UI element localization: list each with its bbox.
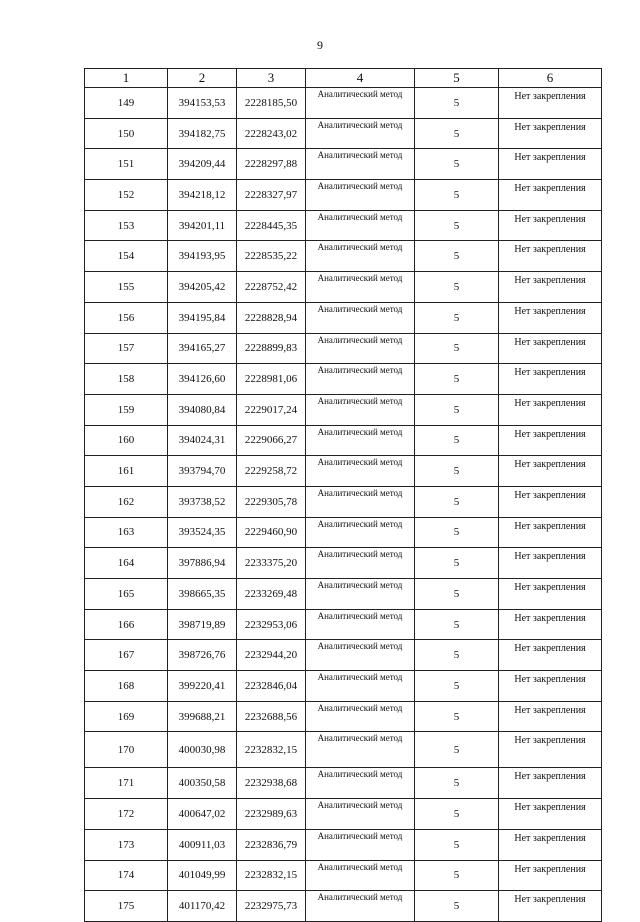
coordinate-y-cell: 2232989,63 xyxy=(237,799,306,830)
page-number: 9 xyxy=(317,38,323,52)
coordinate-y-cell: 2228297,88 xyxy=(237,149,306,180)
coordinate-y-cell: 2232688,56 xyxy=(237,701,306,732)
table-row xyxy=(85,88,602,119)
accuracy-cell: 5 xyxy=(415,149,499,180)
coordinate-y-cell: 2229460,90 xyxy=(237,517,306,548)
table-row xyxy=(85,180,602,211)
point-number-cell: 151 xyxy=(85,149,168,180)
table-row xyxy=(85,701,602,732)
accuracy-cell: 5 xyxy=(415,671,499,702)
column-header-4: 4 xyxy=(306,69,415,88)
fixation-cell: Нет закрепления xyxy=(499,517,602,548)
method-cell: Аналитический метод xyxy=(306,799,415,830)
table-row xyxy=(85,517,602,548)
point-number-cell: 154 xyxy=(85,241,168,272)
point-number-cell: 153 xyxy=(85,210,168,241)
point-number-cell: 169 xyxy=(85,701,168,732)
point-number-cell: 150 xyxy=(85,118,168,149)
table-row xyxy=(85,829,602,860)
coordinate-x-cell: 398719,89 xyxy=(168,609,237,640)
accuracy-cell: 5 xyxy=(415,425,499,456)
coordinate-x-cell: 393794,70 xyxy=(168,456,237,487)
method-cell: Аналитический метод xyxy=(306,829,415,860)
coordinate-x-cell: 393738,52 xyxy=(168,486,237,517)
coordinate-x-cell: 398726,76 xyxy=(168,640,237,671)
point-number-cell: 152 xyxy=(85,180,168,211)
table-row xyxy=(85,640,602,671)
fixation-cell: Нет закрепления xyxy=(499,149,602,180)
method-cell: Аналитический метод xyxy=(306,425,415,456)
coordinate-y-cell: 2232836,79 xyxy=(237,829,306,860)
coordinate-y-cell: 2233269,48 xyxy=(237,579,306,610)
fixation-cell: Нет закрепления xyxy=(499,701,602,732)
method-cell: Аналитический метод xyxy=(306,302,415,333)
method-cell: Аналитический метод xyxy=(306,891,415,922)
fixation-cell: Нет закрепления xyxy=(499,394,602,425)
accuracy-cell: 5 xyxy=(415,486,499,517)
accuracy-cell: 5 xyxy=(415,799,499,830)
table-body xyxy=(85,88,602,922)
method-cell: Аналитический метод xyxy=(306,333,415,364)
point-number-cell: 170 xyxy=(85,732,168,768)
accuracy-cell: 5 xyxy=(415,210,499,241)
coordinate-y-cell: 2232975,73 xyxy=(237,891,306,922)
accuracy-cell: 5 xyxy=(415,394,499,425)
method-cell: Аналитический метод xyxy=(306,241,415,272)
fixation-cell: Нет закрепления xyxy=(499,829,602,860)
coordinate-y-cell: 2229305,78 xyxy=(237,486,306,517)
coordinate-y-cell: 2229066,27 xyxy=(237,425,306,456)
point-number-cell: 172 xyxy=(85,799,168,830)
accuracy-cell: 5 xyxy=(415,609,499,640)
fixation-cell: Нет закрепления xyxy=(499,799,602,830)
point-number-cell: 167 xyxy=(85,640,168,671)
method-cell: Аналитический метод xyxy=(306,118,415,149)
point-number-cell: 175 xyxy=(85,891,168,922)
method-cell: Аналитический метод xyxy=(306,149,415,180)
table-row xyxy=(85,860,602,891)
coordinate-x-cell: 399688,21 xyxy=(168,701,237,732)
coordinate-y-cell: 2228243,02 xyxy=(237,118,306,149)
accuracy-cell: 5 xyxy=(415,272,499,303)
column-header-3: 3 xyxy=(237,69,306,88)
accuracy-cell: 5 xyxy=(415,640,499,671)
accuracy-cell: 5 xyxy=(415,732,499,768)
fixation-cell: Нет закрепления xyxy=(499,118,602,149)
point-number-cell: 168 xyxy=(85,671,168,702)
fixation-cell: Нет закрепления xyxy=(499,425,602,456)
fixation-cell: Нет закрепления xyxy=(499,364,602,395)
coordinate-x-cell: 394195,84 xyxy=(168,302,237,333)
coordinate-x-cell: 394080,84 xyxy=(168,394,237,425)
accuracy-cell: 5 xyxy=(415,548,499,579)
method-cell: Аналитический метод xyxy=(306,88,415,119)
accuracy-cell: 5 xyxy=(415,302,499,333)
coordinate-x-cell: 400030,98 xyxy=(168,732,237,768)
table-row xyxy=(85,118,602,149)
coordinate-y-cell: 2232832,15 xyxy=(237,860,306,891)
fixation-cell: Нет закрепления xyxy=(499,302,602,333)
fixation-cell: Нет закрепления xyxy=(499,333,602,364)
coordinate-y-cell: 2232953,06 xyxy=(237,609,306,640)
accuracy-cell: 5 xyxy=(415,517,499,548)
point-number-cell: 155 xyxy=(85,272,168,303)
method-cell: Аналитический метод xyxy=(306,517,415,548)
method-cell: Аналитический метод xyxy=(306,579,415,610)
accuracy-cell: 5 xyxy=(415,364,499,395)
accuracy-cell: 5 xyxy=(415,701,499,732)
table-row xyxy=(85,456,602,487)
fixation-cell: Нет закрепления xyxy=(499,548,602,579)
method-cell: Аналитический метод xyxy=(306,364,415,395)
accuracy-cell: 5 xyxy=(415,768,499,799)
table-row xyxy=(85,732,602,768)
table-row xyxy=(85,486,602,517)
coordinate-y-cell: 2229258,72 xyxy=(237,456,306,487)
table-row xyxy=(85,799,602,830)
coordinate-x-cell: 393524,35 xyxy=(168,517,237,548)
coordinate-x-cell: 400911,03 xyxy=(168,829,237,860)
header-row xyxy=(85,69,602,88)
coordinate-x-cell: 398665,35 xyxy=(168,579,237,610)
accuracy-cell: 5 xyxy=(415,579,499,610)
point-number-cell: 149 xyxy=(85,88,168,119)
fixation-cell: Нет закрепления xyxy=(499,272,602,303)
table-row xyxy=(85,241,602,272)
fixation-cell: Нет закрепления xyxy=(499,860,602,891)
coordinate-y-cell: 2228185,50 xyxy=(237,88,306,119)
method-cell: Аналитический метод xyxy=(306,860,415,891)
coordinate-y-cell: 2232938,68 xyxy=(237,768,306,799)
coordinate-y-cell: 2228981,06 xyxy=(237,364,306,395)
accuracy-cell: 5 xyxy=(415,88,499,119)
coordinate-y-cell: 2228445,35 xyxy=(237,210,306,241)
point-number-cell: 159 xyxy=(85,394,168,425)
accuracy-cell: 5 xyxy=(415,860,499,891)
table-row xyxy=(85,364,602,395)
coordinate-x-cell: 394201,11 xyxy=(168,210,237,241)
table-row xyxy=(85,333,602,364)
coordinate-y-cell: 2228535,22 xyxy=(237,241,306,272)
coordinate-x-cell: 401170,42 xyxy=(168,891,237,922)
fixation-cell: Нет закрепления xyxy=(499,891,602,922)
method-cell: Аналитический метод xyxy=(306,394,415,425)
table-row xyxy=(85,609,602,640)
accuracy-cell: 5 xyxy=(415,829,499,860)
coordinate-x-cell: 394165,27 xyxy=(168,333,237,364)
method-cell: Аналитический метод xyxy=(306,671,415,702)
method-cell: Аналитический метод xyxy=(306,548,415,579)
fixation-cell: Нет закрепления xyxy=(499,210,602,241)
accuracy-cell: 5 xyxy=(415,180,499,211)
accuracy-cell: 5 xyxy=(415,333,499,364)
coordinate-x-cell: 394193,95 xyxy=(168,241,237,272)
accuracy-cell: 5 xyxy=(415,456,499,487)
coordinate-x-cell: 399220,41 xyxy=(168,671,237,702)
coordinate-x-cell: 394182,75 xyxy=(168,118,237,149)
method-cell: Аналитический метод xyxy=(306,640,415,671)
coordinate-x-cell: 400350,58 xyxy=(168,768,237,799)
coordinate-y-cell: 2233375,20 xyxy=(237,548,306,579)
table-row xyxy=(85,891,602,922)
coordinate-x-cell: 394024,31 xyxy=(168,425,237,456)
table-row xyxy=(85,671,602,702)
accuracy-cell: 5 xyxy=(415,241,499,272)
fixation-cell: Нет закрепления xyxy=(499,241,602,272)
fixation-cell: Нет закрепления xyxy=(499,732,602,768)
method-cell: Аналитический метод xyxy=(306,456,415,487)
fixation-cell: Нет закрепления xyxy=(499,180,602,211)
fixation-cell: Нет закрепления xyxy=(499,486,602,517)
coordinate-x-cell: 394205,42 xyxy=(168,272,237,303)
table-row xyxy=(85,272,602,303)
coordinate-y-cell: 2228327,97 xyxy=(237,180,306,211)
point-number-cell: 158 xyxy=(85,364,168,395)
coordinate-x-cell: 394218,12 xyxy=(168,180,237,211)
point-number-cell: 156 xyxy=(85,302,168,333)
table-row xyxy=(85,210,602,241)
table-row xyxy=(85,548,602,579)
point-number-cell: 171 xyxy=(85,768,168,799)
point-number-cell: 163 xyxy=(85,517,168,548)
fixation-cell: Нет закрепления xyxy=(499,609,602,640)
fixation-cell: Нет закрепления xyxy=(499,88,602,119)
table-row xyxy=(85,149,602,180)
method-cell: Аналитический метод xyxy=(306,272,415,303)
point-number-cell: 164 xyxy=(85,548,168,579)
coordinate-y-cell: 2228828,94 xyxy=(237,302,306,333)
coordinate-x-cell: 394126,60 xyxy=(168,364,237,395)
coordinate-y-cell: 2232832,15 xyxy=(237,732,306,768)
column-header-6: 6 xyxy=(499,69,602,88)
coordinate-y-cell: 2232846,04 xyxy=(237,671,306,702)
point-number-cell: 161 xyxy=(85,456,168,487)
fixation-cell: Нет закрепления xyxy=(499,768,602,799)
table-row xyxy=(85,579,602,610)
point-number-cell: 160 xyxy=(85,425,168,456)
fixation-cell: Нет закрепления xyxy=(499,640,602,671)
fixation-cell: Нет закрепления xyxy=(499,456,602,487)
coordinate-y-cell: 2228752,42 xyxy=(237,272,306,303)
point-number-cell: 165 xyxy=(85,579,168,610)
table-row xyxy=(85,302,602,333)
method-cell: Аналитический метод xyxy=(306,210,415,241)
fixation-cell: Нет закрепления xyxy=(499,579,602,610)
coordinate-x-cell: 394153,53 xyxy=(168,88,237,119)
coordinate-x-cell: 397886,94 xyxy=(168,548,237,579)
table-row xyxy=(85,768,602,799)
coordinates-table xyxy=(84,68,602,922)
method-cell: Аналитический метод xyxy=(306,180,415,211)
table-row xyxy=(85,394,602,425)
table-row xyxy=(85,425,602,456)
coordinate-y-cell: 2229017,24 xyxy=(237,394,306,425)
accuracy-cell: 5 xyxy=(415,891,499,922)
method-cell: Аналитический метод xyxy=(306,486,415,517)
point-number-cell: 173 xyxy=(85,829,168,860)
method-cell: Аналитический метод xyxy=(306,768,415,799)
accuracy-cell: 5 xyxy=(415,118,499,149)
coordinate-x-cell: 400647,02 xyxy=(168,799,237,830)
fixation-cell: Нет закрепления xyxy=(499,671,602,702)
column-header-5: 5 xyxy=(415,69,499,88)
column-header-2: 2 xyxy=(168,69,237,88)
point-number-cell: 174 xyxy=(85,860,168,891)
point-number-cell: 162 xyxy=(85,486,168,517)
coordinate-x-cell: 394209,44 xyxy=(168,149,237,180)
point-number-cell: 157 xyxy=(85,333,168,364)
coordinate-y-cell: 2232944,20 xyxy=(237,640,306,671)
method-cell: Аналитический метод xyxy=(306,701,415,732)
coordinate-x-cell: 401049,99 xyxy=(168,860,237,891)
method-cell: Аналитический метод xyxy=(306,732,415,768)
coordinate-y-cell: 2228899,83 xyxy=(237,333,306,364)
point-number-cell: 166 xyxy=(85,609,168,640)
column-header-1: 1 xyxy=(85,69,168,88)
method-cell: Аналитический метод xyxy=(306,609,415,640)
